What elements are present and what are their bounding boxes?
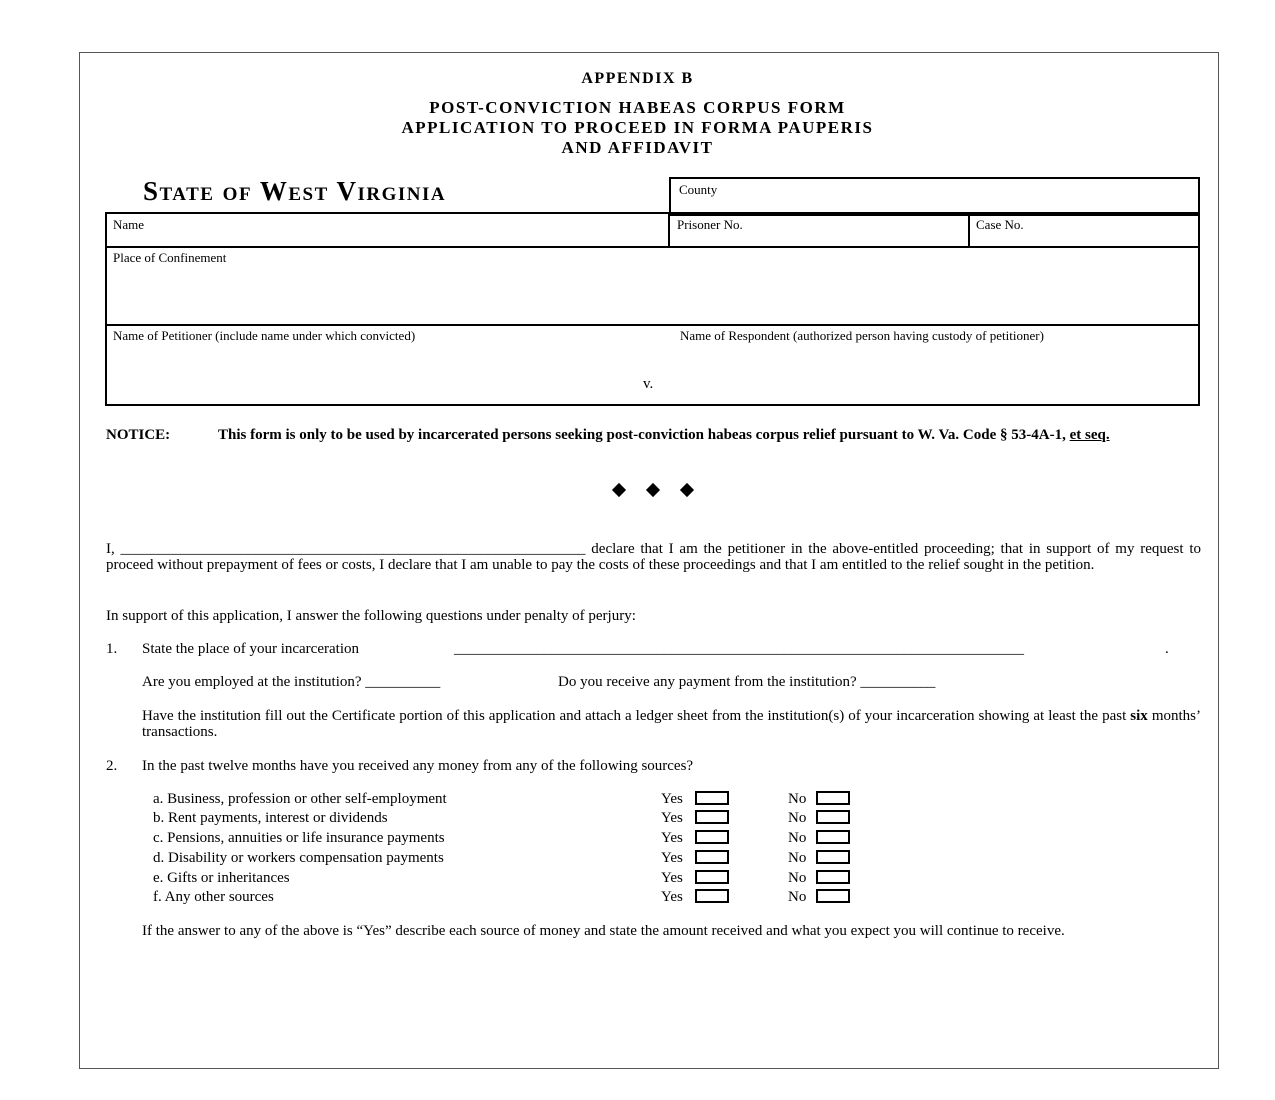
versus-label: v. bbox=[643, 376, 654, 392]
no-label: No bbox=[788, 830, 807, 846]
certificate-bold: six bbox=[1130, 708, 1148, 724]
q1-end: . bbox=[1165, 641, 1169, 657]
no-label: No bbox=[788, 850, 807, 866]
source-item: d. Disability or workers compensation payments bbox=[153, 850, 444, 866]
name-label: Name bbox=[113, 217, 145, 232]
payment-question[interactable]: Do you receive any payment from the institution? __________ bbox=[558, 674, 936, 690]
yes-label: Yes bbox=[661, 830, 683, 846]
no-label: No bbox=[788, 889, 807, 905]
parties-field[interactable] bbox=[105, 325, 1200, 405]
no-label: No bbox=[788, 810, 807, 826]
q1-number: 1. bbox=[106, 641, 118, 657]
source-item: c. Pensions, annuities or life insurance payments bbox=[153, 830, 445, 846]
no-checkbox[interactable] bbox=[816, 870, 850, 884]
county-label: County bbox=[679, 182, 718, 197]
no-label: No bbox=[788, 791, 807, 807]
source-item: f. Any other sources bbox=[153, 889, 274, 905]
followup-instruction: If the answer to any of the above is “Yes” describe each source of money and state the amount received and what you expect you will continue to receive. bbox=[142, 923, 1065, 939]
no-label: No bbox=[788, 870, 807, 886]
no-checkbox[interactable] bbox=[816, 791, 850, 805]
source-item: a. Business, profession or other self-employment bbox=[153, 791, 447, 807]
incarceration-place-blank[interactable]: ____________________________________________________________________________ bbox=[454, 641, 1024, 657]
notice-text bbox=[218, 427, 1201, 444]
certificate-pre: Have the institution fill out the Certificate portion of this application and attach a ledger sheet from the institution(s) of your incarceration showing at least the past bbox=[142, 708, 1131, 724]
source-item: e. Gifts or inheritances bbox=[153, 870, 290, 886]
q2-number: 2. bbox=[106, 758, 118, 774]
case-no-field[interactable] bbox=[969, 212, 1200, 248]
county-field[interactable] bbox=[669, 177, 1200, 216]
no-checkbox[interactable] bbox=[816, 850, 850, 864]
prisoner-no-field[interactable] bbox=[669, 212, 970, 248]
et-seq: et seq. bbox=[1069, 427, 1110, 443]
place-of-confinement-label: Place of Confinement bbox=[113, 250, 227, 265]
yes-label: Yes bbox=[661, 810, 683, 826]
certificate-paragraph bbox=[142, 708, 1201, 740]
respondent-label: Name of Respondent (authorized person having custody of petitioner) bbox=[680, 328, 1044, 343]
no-checkbox[interactable] bbox=[816, 889, 850, 903]
yes-label: Yes bbox=[661, 889, 683, 905]
name-field[interactable] bbox=[105, 212, 670, 248]
yes-checkbox[interactable] bbox=[695, 830, 729, 844]
q2-text: In the past twelve months have you received any money from any of the following sources? bbox=[142, 758, 694, 774]
title-line-1: POST-CONVICTION HABEAS CORPUS FORM bbox=[429, 98, 846, 117]
declaration-prefix: I, bbox=[106, 541, 121, 557]
prisoner-no-label: Prisoner No. bbox=[677, 217, 743, 232]
declaration-paragraph bbox=[106, 541, 1201, 573]
appendix-heading: APPENDIX B bbox=[581, 70, 694, 87]
yes-label: Yes bbox=[661, 870, 683, 886]
declaration-text: declare that I am the petitioner in the above-entitled proceeding; that in support of my request to proceed without prepayment of fees or costs, I declare that I am unable to pay the costs of these proceedings and that I am entitled to the relief sought in the petition. bbox=[106, 541, 1202, 573]
support-intro: In support of this application, I answer the following questions under penalty of perjury: bbox=[106, 608, 636, 624]
yes-label: Yes bbox=[661, 791, 683, 807]
title-line-3: AND AFFIDAVIT bbox=[561, 138, 714, 157]
yes-checkbox[interactable] bbox=[695, 850, 729, 864]
q1-text: State the place of your incarceration bbox=[142, 641, 359, 657]
notice-body: This form is only to be used by incarcerated persons seeking post-conviction habeas corpus relief pursuant to W. Va. Code § 53-4A-1, bbox=[218, 427, 1066, 443]
yes-checkbox[interactable] bbox=[695, 791, 729, 805]
notice-label: NOTICE: bbox=[106, 427, 171, 443]
yes-checkbox[interactable] bbox=[695, 889, 729, 903]
employed-question[interactable]: Are you employed at the institution? __________ bbox=[142, 674, 441, 690]
title-line-2: APPLICATION TO PROCEED IN FORMA PAUPERIS bbox=[401, 118, 874, 137]
certificate-post: months’ transactions. bbox=[142, 708, 1202, 740]
yes-checkbox[interactable] bbox=[695, 870, 729, 884]
petitioner-label: Name of Petitioner (include name under which convicted) bbox=[113, 328, 416, 343]
state-title: State of West Virginia bbox=[143, 176, 447, 206]
place-of-confinement-field[interactable] bbox=[105, 246, 1200, 326]
source-item: b. Rent payments, interest or dividends bbox=[153, 810, 388, 826]
case-no-label: Case No. bbox=[976, 217, 1024, 232]
yes-label: Yes bbox=[661, 850, 683, 866]
no-checkbox[interactable] bbox=[816, 830, 850, 844]
declarant-name-blank[interactable]: ______________________________________________________________ bbox=[120, 541, 586, 557]
no-checkbox[interactable] bbox=[816, 810, 850, 824]
yes-checkbox[interactable] bbox=[695, 810, 729, 824]
